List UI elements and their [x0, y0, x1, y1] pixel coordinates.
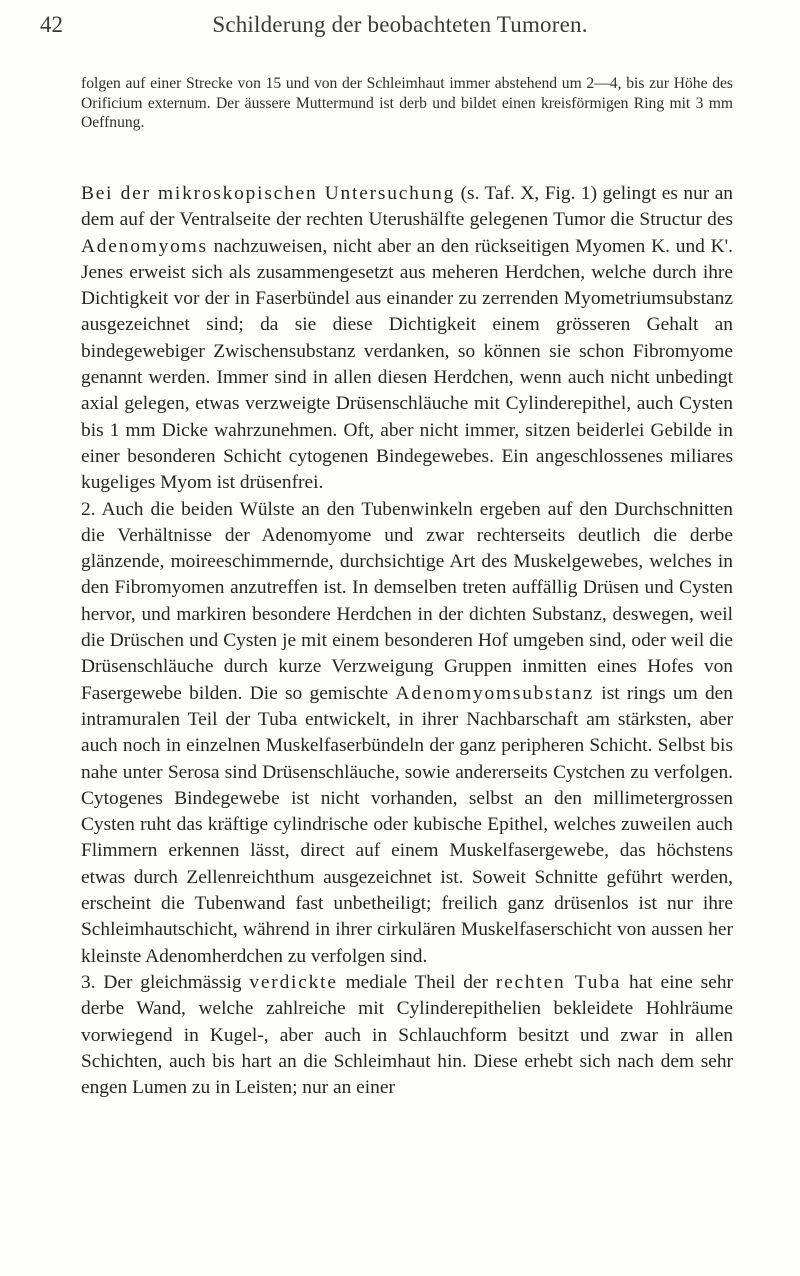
- page-number: 42: [40, 12, 63, 37]
- intro-paragraph: folgen auf einer Strecke von 15 und von der Schleimhaut immer abstehend um 2—4, bis zur Höhe des Orificium externum. Der äussere Muttermund ist derb und bildet einen kreisförmigen Ring mit 3 mm Oeffnung.: [81, 75, 733, 131]
- paragraph-3-text-b: mediale Theil der: [337, 971, 496, 993]
- emphasis-term: verdickte: [249, 971, 338, 993]
- running-header: [40, 10, 760, 42]
- paragraph-1-text-a: (s. Taf. X, Fig. 1) gelingt es nur an dem auf der Ventralseite der rechten Uterushälfte gelegenen Tumor die Structur des: [81, 183, 734, 231]
- paragraph-3-text-a: 3. Der gleichmässig: [81, 971, 250, 993]
- emphasis-term: rechten Tuba: [495, 971, 622, 993]
- paragraph-1-text-b: nachzuweisen, nicht aber an den rückseitigen Myomen K. und K'. Jenes erweist sich als zusammengesetzt aus meheren Herdchen, welche durch ihre Dichtigkeit vor der in Faserbündel aus einander zu zerrenden Myometriumsubstanz ausgezeichnet sind; da sie diese Dichtigkeit einem grösseren Gehalt an bindegewebiger Zwischensubstanz verdanken, so können sie schon Fibromyome genannt werden. Immer sind in allen diesen Herdchen, wenn auch nicht unbedingt axial gelegen, etwas verzweigte Drüsenschläuche mit Cylinderepithel, auch Cysten bis 1 mm Dicke wahrzunehmen. Oft, aber nicht immer, sitzen beiderlei Gebilde in einer besonderen Schicht cytogenen Bindegewebes. Ein angeschlossenes miliares kugeliges Myom ist drüsenfrei.: [81, 235, 733, 494]
- paragraph-2: [81, 497, 733, 970]
- body-text: [81, 181, 733, 1101]
- paragraph-2-text-b: ist rings um den intramuralen Teil der Tuba entwickelt, in ihrer Nachbarschaft am stärksten, aber auch noch in einzelnen Muskelfaserbündeln der ganz peripheren Schicht. Selbst bis nahe unter Serosa sind Drüsenschläuche, sowie andererseits Cystchen zu verfolgen. Cytogenes Bindegewebe ist nicht vorhanden, selbst an den millimetergrossen Cysten ruht das kräftige cylindrische oder kubische Epithel, welches zuweilen auch Flimmern erkennen lässt, direct auf einem Muskelfasergewebe, das höchstens etwas durch Zellenreichthum ausgezeichnet ist. Soweit Schnitte geführt werden, erscheint die Tubenwand fast unbetheiligt; freilich ganz drüsenlos ist nur ihre Schleimhautschicht, während in ihrer cirkulären Muskelfaserschicht von aussen her kleinste Adenomherdchen zu verfolgen sind.: [81, 682, 733, 967]
- paragraph-3-text-c: hat eine sehr derbe Wand, welche zahlreiche mit Cylinderepithelien bekleidete Hohlräume vorwiegend in Kugel-, aber auch in Schlauchform besitzt und zwar in allen Schichten, auch bis hart an die Schleimhaut hin. Diese erhebt sich nach dem sehr engen Lumen zu in Leisten; nur an einer: [81, 971, 733, 1099]
- emphasis-term: Adenomyomsubstanz: [395, 682, 595, 704]
- running-title: Schilderung der beobachteten Tumoren.: [212, 12, 588, 37]
- paragraph-3: [81, 970, 733, 1101]
- emphasis-lead: Bei der mikroskopischen Untersuchung: [81, 183, 456, 204]
- paragraph-2-text-a: 2. Auch die beiden Wülste an den Tubenwinkeln ergeben auf den Durchschnitten die Verhältnisse der Adenomyome und zwar rechterseits deutlich die derbe glänzende, moireeschimmernde, durchsichtige Art des Muskelgewebes, welches in den Fibromyomen anzutreffen ist. In demselben treten auffällig Drüsen und Cysten hervor, und markiren besondere Herdchen in der dichten Substanz, deswegen, weil die Drüschen und Cysten je mit einem besonderen Hof umgeben sind, oder weil die Drüsenschläuche durch kurze Verzweigung Gruppen inmitten eines Hofes von Fasergewebe bilden. Die so gemischte: [81, 498, 733, 704]
- paragraph-1: [81, 181, 733, 497]
- emphasis-term: Adenomyoms: [81, 235, 208, 257]
